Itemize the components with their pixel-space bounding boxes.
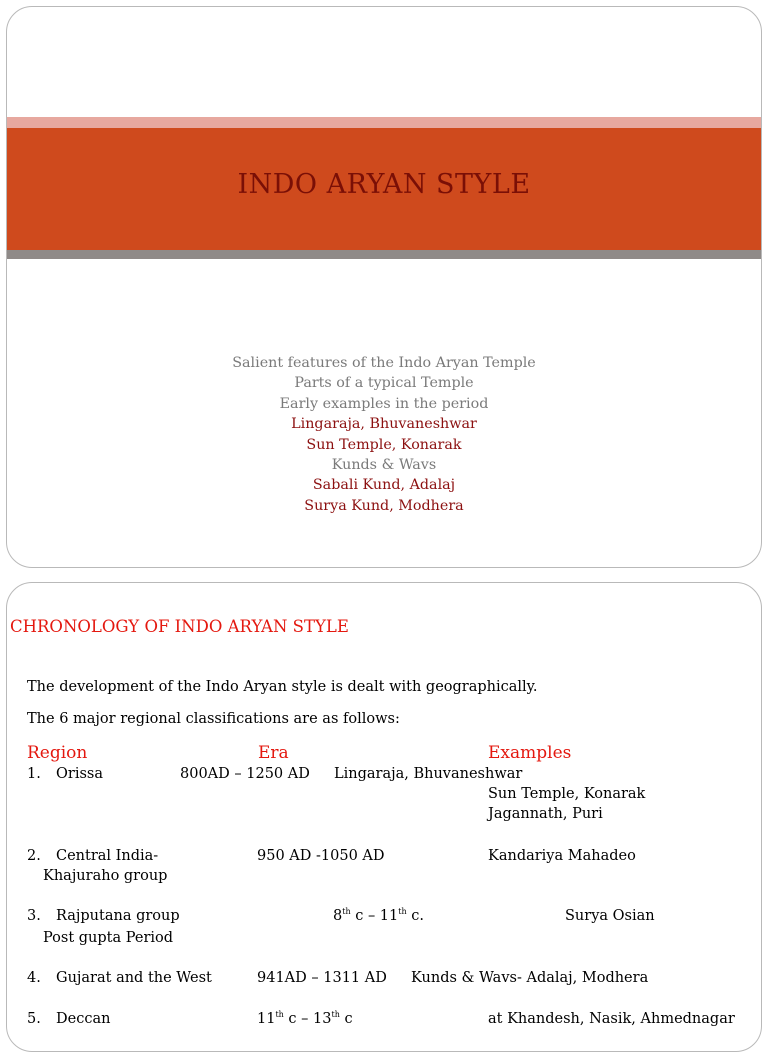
- intro-line-1: The development of the Indo Aryan style is dealt with geographically.: [27, 679, 538, 695]
- row-era: 950 AD -1050 AD: [257, 848, 385, 864]
- contents-item: Sabali Kund, Adalaj: [312, 477, 456, 494]
- row-region: Gujarat and the West: [56, 970, 212, 986]
- row-region-detail: Post gupta Period: [43, 930, 174, 946]
- row-number: 2.: [27, 848, 41, 864]
- header-region: Region: [27, 743, 88, 763]
- row-example: Lingaraja, Bhuvaneshwar: [334, 766, 523, 782]
- row-example: Sun Temple, Konarak: [488, 786, 646, 802]
- contents-item: Salient features of the Indo Aryan Temple: [232, 355, 536, 371]
- row-example: at Khandesh, Nasik, Ahmednagar: [488, 1011, 735, 1027]
- chronology-title: CHRONOLOGY OF INDO ARYAN STYLE: [10, 617, 349, 636]
- decor-stripe-top: [7, 117, 761, 128]
- contents-list: [7, 353, 761, 516]
- contents-item: Surya Kund, Modhera: [304, 497, 464, 514]
- contents-item: Sun Temple, Konarak: [306, 436, 462, 453]
- row-era: 800AD – 1250 AD: [180, 766, 310, 782]
- row-era: 8th c – 11th c.: [333, 907, 424, 924]
- row-era: 11th c – 13th c: [257, 1010, 353, 1027]
- slide-chronology: [6, 582, 762, 1052]
- decor-stripe-bottom: [7, 250, 761, 259]
- slide-title-text: INDO ARYAN STYLE: [237, 169, 531, 200]
- row-region: Orissa: [56, 766, 103, 782]
- row-example: Jagannath, Puri: [488, 806, 603, 822]
- contents-item: Early examples in the period: [279, 395, 489, 412]
- intro-line-2: The 6 major regional classifications are as follows:: [27, 711, 400, 727]
- row-example: Surya Osian: [565, 908, 655, 924]
- contents-item: Parts of a typical Temple: [294, 375, 474, 392]
- row-example: Kandariya Mahadeo: [488, 848, 636, 864]
- row-region: Rajputana group: [56, 908, 180, 924]
- header-era: Era: [258, 743, 289, 763]
- contents-item: Lingaraja, Bhuvaneshwar: [291, 416, 477, 433]
- header-examples: Examples: [488, 743, 572, 763]
- row-number: 1.: [27, 766, 41, 782]
- row-region-detail: Khajuraho group: [43, 868, 168, 884]
- slide-title: [6, 6, 762, 568]
- row-region: Deccan: [56, 1011, 111, 1027]
- row-number: 3.: [27, 908, 41, 924]
- contents-item: Kunds & Wavs: [331, 457, 437, 474]
- row-era: 941AD – 1311 AD: [257, 970, 387, 986]
- row-number: 5.: [27, 1011, 41, 1027]
- row-example: Kunds & Wavs- Adalaj, Modhera: [411, 970, 649, 986]
- row-region: Central India-: [56, 848, 159, 864]
- row-number: 4.: [27, 970, 41, 986]
